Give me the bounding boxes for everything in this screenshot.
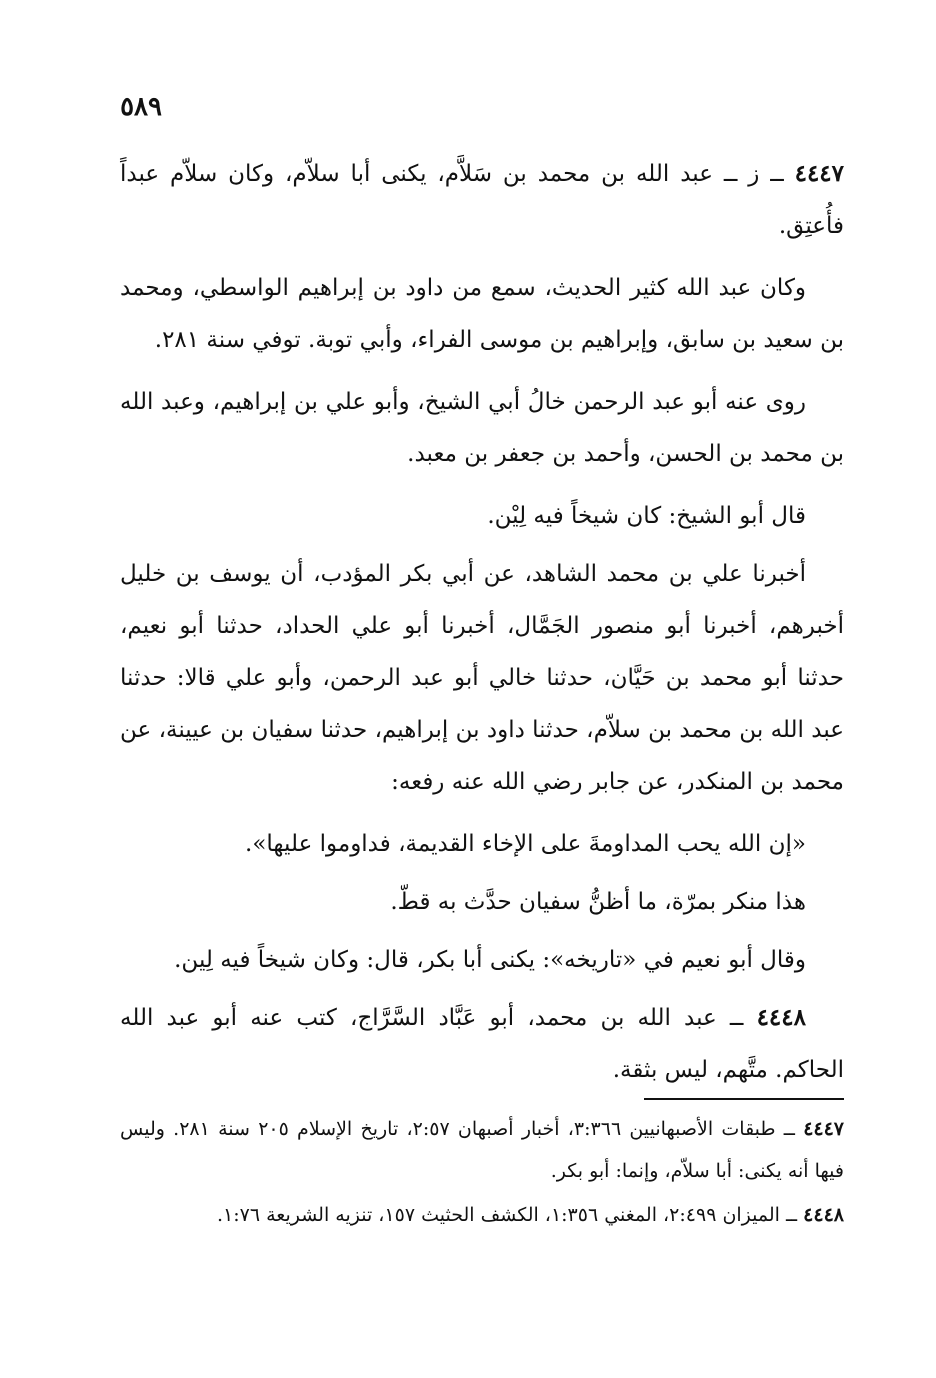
footnote-divider — [644, 1098, 844, 1100]
hadith-quote: «إن الله يحب المداومةَ على الإخاء القديمة، فداوموا عليها». — [245, 831, 806, 857]
entry-number: ٤٤٤٧ — [794, 160, 845, 187]
entry-heading — [120, 148, 844, 252]
footnote-number: ٤٤٤٨ — [803, 1204, 844, 1226]
paragraph: قال أبو الشيخ: كان شيخاً فيه لِيْن. — [487, 503, 806, 529]
paragraph: وقال أبو نعيم في «تاريخه»: يكنى أبا بكر، قال: وكان شيخاً فيه لِين. — [174, 947, 806, 973]
paragraph: روى عنه أبو عبد الرحمن خالُ أبي الشيخ، وأبو علي بن إبراهيم، وعبد الله بن محمد بن الحسن، وأحمد بن جعفر بن معبد. — [120, 389, 844, 467]
entry-number: ٤٤٤٨ — [756, 1004, 806, 1031]
entry-heading-text: ــ عبد الله بن محمد، أبو عَبَّاد السَّرَّاج، كتب عنه أبو عبد الله الحاكم. متَّهم، ليس بثقة. — [120, 1005, 844, 1083]
footnote-number: ٤٤٤٧ — [803, 1118, 845, 1140]
paragraph: أخبرنا علي بن محمد الشاهد، عن أبي بكر المؤدب، أن يوسف بن خليل أخبرهم، أخبرنا أبو منصور الجَمَّال، أخبرنا أبو علي الحداد، حدثنا أبو نعيم، حدثنا أبو محمد بن حَيَّان، حدثنا خالي أبو عبد الرحمن، وأبو علي قالا: حدثنا عبد الله بن محمد بن سلاّم، حدثنا داود بن إبراهيم، حدثنا سفيان بن عيينة، عن محمد بن المنكدر، عن جابر رضي الله عنه رفعه: — [120, 561, 844, 795]
main-text — [120, 148, 844, 1106]
footnote — [120, 1108, 844, 1192]
paragraph: هذا منكر بمرّة، ما أظنُّ سفيان حدَّث به قطّ. — [390, 889, 806, 915]
entry-heading — [120, 992, 844, 1096]
paragraph: وكان عبد الله كثير الحديث، سمع من داود بن إبراهيم الواسطي، ومحمد بن سعيد بن سابق، وإبراهيم بن موسى الفراء، وأبي توبة. توفي سنة ٢٨١. — [120, 275, 844, 353]
footnote — [120, 1194, 844, 1236]
entry-heading-text: ــ ز ــ عبد الله بن محمد بن سَلاَّم، يكنى أبا سلاّم، وكان سلاّم عبداً فأُعتِق. — [120, 161, 844, 239]
footnote-text: ــ طبقات الأصبهانيين ٣:٣٦٦، أخبار أصبهان ٢:٥٧، تاريخ الإسلام ٢٠٥ سنة ٢٨١. وليس فيها أنه يكنى: أبا سلاّم، وإنما: أبو بكر. — [120, 1118, 844, 1182]
page-number: ٥٨٩ — [120, 92, 162, 122]
footnote-text: ــ الميزان ٢:٤٩٩، المغني ١:٣٥٦، الكشف الحثيث ١٥٧، تنزيه الشريعة ١:٧٦. — [216, 1204, 798, 1226]
footnotes — [120, 1108, 844, 1238]
